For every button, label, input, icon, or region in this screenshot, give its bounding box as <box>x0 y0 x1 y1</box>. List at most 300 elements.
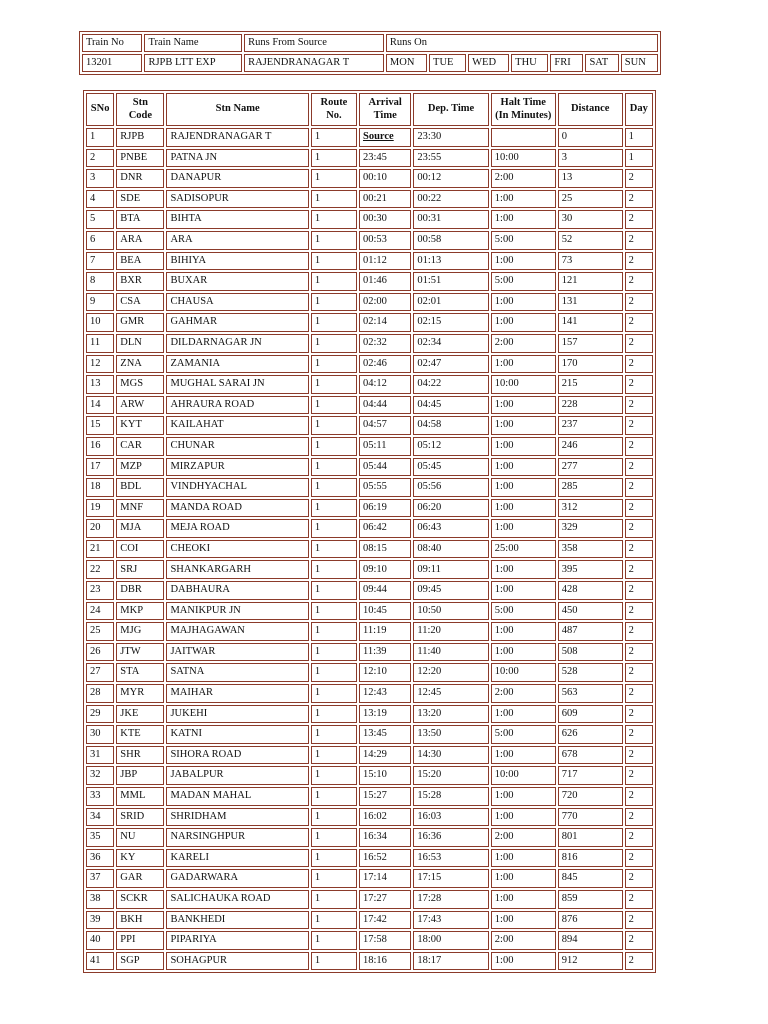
sno-cell: 7 <box>86 252 114 271</box>
route-no-cell: 1 <box>311 355 357 374</box>
stn-code-cell: JBP <box>116 766 164 785</box>
day-mon: MON <box>386 54 427 72</box>
day-cell: 2 <box>625 849 653 868</box>
stn-name-cell: BIHTA <box>166 210 308 229</box>
stn-code-cell: ZNA <box>116 355 164 374</box>
sno-cell: 38 <box>86 890 114 909</box>
route-no-cell: 1 <box>311 952 357 971</box>
sno-cell: 2 <box>86 149 114 168</box>
sno-cell: 30 <box>86 725 114 744</box>
route-no-cell: 1 <box>311 458 357 477</box>
day-cell: 2 <box>625 252 653 271</box>
table-row <box>86 560 653 579</box>
sno-cell: 32 <box>86 766 114 785</box>
stn-code-cell: SHR <box>116 746 164 765</box>
stn-name-cell: GAHMAR <box>166 313 308 332</box>
sno-cell: 27 <box>86 663 114 682</box>
distance-cell: 720 <box>558 787 623 806</box>
dep-time-cell: 17:15 <box>413 869 488 888</box>
dep-time-cell: 17:28 <box>413 890 488 909</box>
arrival-time-cell: 10:45 <box>359 602 411 621</box>
table-row <box>86 766 653 785</box>
distance-cell: 170 <box>558 355 623 374</box>
sno-cell: 9 <box>86 293 114 312</box>
stn-name-cell: SATNA <box>166 663 308 682</box>
halt-time-cell: 2:00 <box>491 828 556 847</box>
day-cell: 2 <box>625 190 653 209</box>
table-row <box>86 890 653 909</box>
arrival-time-cell: 17:58 <box>359 931 411 950</box>
day-cell: 2 <box>625 602 653 621</box>
sno-cell: 25 <box>86 622 114 641</box>
day-sun: SUN <box>621 54 658 72</box>
distance-cell: 141 <box>558 313 623 332</box>
arrival-time-cell: 16:02 <box>359 808 411 827</box>
halt-time-cell: 1:00 <box>491 396 556 415</box>
halt-time-cell: 1:00 <box>491 869 556 888</box>
arrival-time-cell: 02:00 <box>359 293 411 312</box>
stn-name-cell: MADAN MAHAL <box>166 787 308 806</box>
stn-name-cell: PATNA JN <box>166 149 308 168</box>
table-row <box>86 746 653 765</box>
halt-time-cell: 1:00 <box>491 458 556 477</box>
day-cell: 2 <box>625 519 653 538</box>
sno-cell: 12 <box>86 355 114 374</box>
dep-time-cell: 16:53 <box>413 849 488 868</box>
distance-cell: 508 <box>558 643 623 662</box>
day-cell: 2 <box>625 643 653 662</box>
table-row <box>86 478 653 497</box>
distance-cell: 678 <box>558 746 623 765</box>
stn-code-cell: DNR <box>116 169 164 188</box>
table-row <box>86 952 653 971</box>
dep-time-cell: 04:22 <box>413 375 488 394</box>
sno-cell: 33 <box>86 787 114 806</box>
table-row <box>86 355 653 374</box>
day-cell: 2 <box>625 560 653 579</box>
distance-cell: 770 <box>558 808 623 827</box>
dep-time-cell: 02:15 <box>413 313 488 332</box>
stn-name-cell: SHANKARGARH <box>166 560 308 579</box>
dep-time-cell: 01:51 <box>413 272 488 291</box>
table-row <box>86 602 653 621</box>
sno-cell: 10 <box>86 313 114 332</box>
day-thu: THU <box>511 54 548 72</box>
arrival-time-cell: 15:10 <box>359 766 411 785</box>
route-no-cell: 1 <box>311 169 357 188</box>
stn-code-cell: KY <box>116 849 164 868</box>
stn-name-cell: KAILAHAT <box>166 416 308 435</box>
arrival-time-cell: 17:14 <box>359 869 411 888</box>
route-no-cell: 1 <box>311 890 357 909</box>
route-no-cell: 1 <box>311 190 357 209</box>
distance-cell: 157 <box>558 334 623 353</box>
route-no-cell: 1 <box>311 643 357 662</box>
halt-time-cell: 1:00 <box>491 293 556 312</box>
arrival-time-cell: 02:32 <box>359 334 411 353</box>
distance-cell: 816 <box>558 849 623 868</box>
stn-code-cell: BKH <box>116 911 164 930</box>
arrival-time-cell: 00:53 <box>359 231 411 250</box>
table-row <box>86 725 653 744</box>
day-cell: 2 <box>625 828 653 847</box>
day-cell: 2 <box>625 663 653 682</box>
table-row <box>86 808 653 827</box>
sno-cell: 22 <box>86 560 114 579</box>
table-row <box>86 705 653 724</box>
stn-name-cell: SHRIDHAM <box>166 808 308 827</box>
arrival-time-cell: 15:27 <box>359 787 411 806</box>
halt-time-cell: 1:00 <box>491 210 556 229</box>
halt-time-cell: 1:00 <box>491 416 556 435</box>
route-no-cell: 1 <box>311 849 357 868</box>
dep-time-cell: 01:13 <box>413 252 488 271</box>
stn-code-header: Stn Code <box>116 93 164 126</box>
route-no-cell: 1 <box>311 149 357 168</box>
distance-cell: 3 <box>558 149 623 168</box>
day-cell: 2 <box>625 952 653 971</box>
stn-code-cell: PNBE <box>116 149 164 168</box>
dep-time-cell: 00:31 <box>413 210 488 229</box>
table-row <box>86 684 653 703</box>
stn-code-cell: ARA <box>116 231 164 250</box>
sno-cell: 6 <box>86 231 114 250</box>
distance-cell: 0 <box>558 128 623 147</box>
route-no-cell: 1 <box>311 519 357 538</box>
distance-cell: 312 <box>558 499 623 518</box>
distance-cell: 121 <box>558 272 623 291</box>
arrival-time-cell: 11:39 <box>359 643 411 662</box>
stn-code-cell: BXR <box>116 272 164 291</box>
table-row <box>86 581 653 600</box>
day-cell: 2 <box>625 540 653 559</box>
dep-time-cell: 02:47 <box>413 355 488 374</box>
dep-time-cell: 16:36 <box>413 828 488 847</box>
stn-name-header: Stn Name <box>166 93 308 126</box>
distance-cell: 30 <box>558 210 623 229</box>
stn-code-cell: NU <box>116 828 164 847</box>
stn-name-cell: DANAPUR <box>166 169 308 188</box>
route-no-cell: 1 <box>311 416 357 435</box>
sno-cell: 29 <box>86 705 114 724</box>
sno-cell: 24 <box>86 602 114 621</box>
dep-time-cell: 14:30 <box>413 746 488 765</box>
stn-name-cell: JABALPUR <box>166 766 308 785</box>
sno-cell: 34 <box>86 808 114 827</box>
sno-header: SNo <box>86 93 114 126</box>
arrival-time-cell: 17:42 <box>359 911 411 930</box>
table-row <box>86 519 653 538</box>
table-row <box>86 458 653 477</box>
day-cell: 2 <box>625 272 653 291</box>
stn-code-cell: GAR <box>116 869 164 888</box>
table-row <box>86 231 653 250</box>
stn-code-cell: MZP <box>116 458 164 477</box>
stn-code-cell: CAR <box>116 437 164 456</box>
route-table-body <box>86 128 653 970</box>
distance-cell: 395 <box>558 560 623 579</box>
arrival-time-cell: 12:43 <box>359 684 411 703</box>
stn-name-cell: RAJENDRANAGAR T <box>166 128 308 147</box>
stn-name-cell: SALICHAUKA ROAD <box>166 890 308 909</box>
route-no-cell: 1 <box>311 663 357 682</box>
halt-time-cell: 10:00 <box>491 766 556 785</box>
halt-time-cell: 1:00 <box>491 313 556 332</box>
halt-time-cell: 10:00 <box>491 149 556 168</box>
dep-time-cell: 09:11 <box>413 560 488 579</box>
dep-time-cell: 05:56 <box>413 478 488 497</box>
stn-name-cell: DABHAURA <box>166 581 308 600</box>
route-no-cell: 1 <box>311 911 357 930</box>
distance-cell: 237 <box>558 416 623 435</box>
sno-cell: 23 <box>86 581 114 600</box>
dep-time-cell: 06:20 <box>413 499 488 518</box>
dep-time-cell: 06:43 <box>413 519 488 538</box>
route-header-row <box>86 93 653 126</box>
route-no-cell: 1 <box>311 210 357 229</box>
route-no-cell: 1 <box>311 808 357 827</box>
day-cell: 2 <box>625 705 653 724</box>
route-no-cell: 1 <box>311 560 357 579</box>
stn-code-cell: ARW <box>116 396 164 415</box>
stn-name-cell: GADARWARA <box>166 869 308 888</box>
day-header: Day <box>625 93 653 126</box>
halt-time-cell: 1:00 <box>491 643 556 662</box>
halt-time-cell: 5:00 <box>491 231 556 250</box>
arrival-time-cell: 04:12 <box>359 375 411 394</box>
dep-time-header: Dep. Time <box>413 93 488 126</box>
arrival-time-cell: 13:19 <box>359 705 411 724</box>
halt-time-header: Halt Time (In Minutes) <box>491 93 556 126</box>
halt-time-cell: 1:00 <box>491 560 556 579</box>
halt-time-cell: 2:00 <box>491 169 556 188</box>
arrival-time-cell: 02:46 <box>359 355 411 374</box>
dep-time-cell: 11:20 <box>413 622 488 641</box>
table-row <box>86 849 653 868</box>
arrival-time-cell: 16:34 <box>359 828 411 847</box>
route-no-cell: 1 <box>311 684 357 703</box>
arrival-time-cell: 05:44 <box>359 458 411 477</box>
stn-code-cell: BEA <box>116 252 164 271</box>
stn-name-cell: SADISOPUR <box>166 190 308 209</box>
halt-time-cell: 1:00 <box>491 437 556 456</box>
day-cell: 2 <box>625 437 653 456</box>
runs-from-source-value: RAJENDRANAGAR T <box>244 54 384 72</box>
sno-cell: 28 <box>86 684 114 703</box>
distance-cell: 285 <box>558 478 623 497</box>
arrival-time-cell: 12:10 <box>359 663 411 682</box>
table-row <box>86 128 653 147</box>
sno-cell: 36 <box>86 849 114 868</box>
distance-cell: 215 <box>558 375 623 394</box>
sno-cell: 21 <box>86 540 114 559</box>
sno-cell: 15 <box>86 416 114 435</box>
table-row <box>86 540 653 559</box>
sno-cell: 39 <box>86 911 114 930</box>
distance-cell: 609 <box>558 705 623 724</box>
distance-cell: 528 <box>558 663 623 682</box>
arrival-time-cell: 00:30 <box>359 210 411 229</box>
distance-cell: 131 <box>558 293 623 312</box>
sno-cell: 4 <box>86 190 114 209</box>
route-no-cell: 1 <box>311 540 357 559</box>
halt-time-cell: 25:00 <box>491 540 556 559</box>
sno-cell: 16 <box>86 437 114 456</box>
halt-time-cell: 1:00 <box>491 190 556 209</box>
halt-time-cell: 1:00 <box>491 952 556 971</box>
table-row <box>86 622 653 641</box>
distance-header: Distance <box>558 93 623 126</box>
dep-time-cell: 15:20 <box>413 766 488 785</box>
route-no-cell: 1 <box>311 252 357 271</box>
table-row <box>86 396 653 415</box>
stn-code-cell: MJG <box>116 622 164 641</box>
arrival-time-cell: 23:45 <box>359 149 411 168</box>
day-cell: 2 <box>625 931 653 950</box>
day-cell: 2 <box>625 169 653 188</box>
stn-name-cell: MIRZAPUR <box>166 458 308 477</box>
halt-time-cell: 1:00 <box>491 355 556 374</box>
stn-code-cell: SCKR <box>116 890 164 909</box>
route-no-cell: 1 <box>311 375 357 394</box>
train-info-value-row <box>82 54 658 72</box>
route-no-cell: 1 <box>311 231 357 250</box>
dep-time-cell: 05:12 <box>413 437 488 456</box>
halt-time-cell: 1:00 <box>491 890 556 909</box>
distance-cell: 428 <box>558 581 623 600</box>
day-cell: 2 <box>625 478 653 497</box>
stn-code-cell: GMR <box>116 313 164 332</box>
arrival-time-cell: 05:55 <box>359 478 411 497</box>
dep-time-cell: 23:55 <box>413 149 488 168</box>
stn-code-cell: KYT <box>116 416 164 435</box>
dep-time-cell: 13:20 <box>413 705 488 724</box>
stn-code-cell: MNF <box>116 499 164 518</box>
stn-name-cell: CHAUSA <box>166 293 308 312</box>
sno-cell: 1 <box>86 128 114 147</box>
stn-name-cell: SOHAGPUR <box>166 952 308 971</box>
day-cell: 2 <box>625 766 653 785</box>
dep-time-cell: 10:50 <box>413 602 488 621</box>
stn-name-cell: PIPARIYA <box>166 931 308 950</box>
sno-cell: 20 <box>86 519 114 538</box>
day-cell: 2 <box>625 499 653 518</box>
distance-cell: 801 <box>558 828 623 847</box>
route-no-cell: 1 <box>311 931 357 950</box>
day-cell: 2 <box>625 458 653 477</box>
stn-code-cell: CSA <box>116 293 164 312</box>
table-row <box>86 911 653 930</box>
sno-cell: 11 <box>86 334 114 353</box>
distance-cell: 859 <box>558 890 623 909</box>
day-cell: 2 <box>625 869 653 888</box>
route-no-cell: 1 <box>311 437 357 456</box>
halt-time-cell: 2:00 <box>491 684 556 703</box>
dep-time-cell: 17:43 <box>413 911 488 930</box>
distance-cell: 329 <box>558 519 623 538</box>
route-no-cell: 1 <box>311 272 357 291</box>
runs-on-header: Runs On <box>386 34 658 52</box>
train-info-table <box>79 31 661 75</box>
day-cell: 2 <box>625 375 653 394</box>
arrival-time-cell: 18:16 <box>359 952 411 971</box>
day-cell: 1 <box>625 149 653 168</box>
arrival-time-cell: 14:29 <box>359 746 411 765</box>
stn-code-cell: SRJ <box>116 560 164 579</box>
distance-cell: 13 <box>558 169 623 188</box>
stn-code-cell: BDL <box>116 478 164 497</box>
day-cell: 2 <box>625 787 653 806</box>
stn-code-cell: KTE <box>116 725 164 744</box>
distance-cell: 277 <box>558 458 623 477</box>
route-no-cell: 1 <box>311 396 357 415</box>
distance-cell: 894 <box>558 931 623 950</box>
sno-cell: 8 <box>86 272 114 291</box>
dep-time-cell: 09:45 <box>413 581 488 600</box>
table-row <box>86 416 653 435</box>
halt-time-cell: 1:00 <box>491 581 556 600</box>
table-row <box>86 931 653 950</box>
route-no-cell: 1 <box>311 128 357 147</box>
stn-code-cell: BTA <box>116 210 164 229</box>
halt-time-cell: 1:00 <box>491 787 556 806</box>
dep-time-cell: 15:28 <box>413 787 488 806</box>
halt-time-cell: 1:00 <box>491 499 556 518</box>
route-no-cell: 1 <box>311 787 357 806</box>
distance-cell: 845 <box>558 869 623 888</box>
arrival-time-cell: 00:10 <box>359 169 411 188</box>
arrival-time-cell: 05:11 <box>359 437 411 456</box>
stn-name-cell: MANIKPUR JN <box>166 602 308 621</box>
dep-time-cell: 12:20 <box>413 663 488 682</box>
stn-name-cell: JUKEHI <box>166 705 308 724</box>
dep-time-cell: 23:30 <box>413 128 488 147</box>
stn-name-cell: CHUNAR <box>166 437 308 456</box>
route-no-header: Route No. <box>311 93 357 126</box>
arrival-time-cell: 16:52 <box>359 849 411 868</box>
arrival-time-cell: 02:14 <box>359 313 411 332</box>
sno-cell: 26 <box>86 643 114 662</box>
dep-time-cell: 04:58 <box>413 416 488 435</box>
stn-code-cell: COI <box>116 540 164 559</box>
distance-cell: 563 <box>558 684 623 703</box>
sno-cell: 3 <box>86 169 114 188</box>
sno-cell: 5 <box>86 210 114 229</box>
day-fri: FRI <box>550 54 583 72</box>
stn-code-cell: SRID <box>116 808 164 827</box>
route-no-cell: 1 <box>311 766 357 785</box>
stn-code-cell: MKP <box>116 602 164 621</box>
stn-name-cell: ZAMANIA <box>166 355 308 374</box>
route-no-cell: 1 <box>311 581 357 600</box>
arrival-time-cell: Source <box>359 128 411 147</box>
stn-code-cell: JKE <box>116 705 164 724</box>
sno-cell: 17 <box>86 458 114 477</box>
distance-cell: 246 <box>558 437 623 456</box>
stn-name-cell: JAITWAR <box>166 643 308 662</box>
table-row <box>86 437 653 456</box>
day-cell: 2 <box>625 231 653 250</box>
train-no-value: 13201 <box>82 54 142 72</box>
arrival-time-header: Arrival Time <box>359 93 411 126</box>
train-name-header: Train Name <box>144 34 242 52</box>
dep-time-cell: 00:22 <box>413 190 488 209</box>
arrival-time-cell: 17:27 <box>359 890 411 909</box>
day-cell: 2 <box>625 746 653 765</box>
route-no-cell: 1 <box>311 828 357 847</box>
stn-code-cell: SDE <box>116 190 164 209</box>
distance-cell: 52 <box>558 231 623 250</box>
